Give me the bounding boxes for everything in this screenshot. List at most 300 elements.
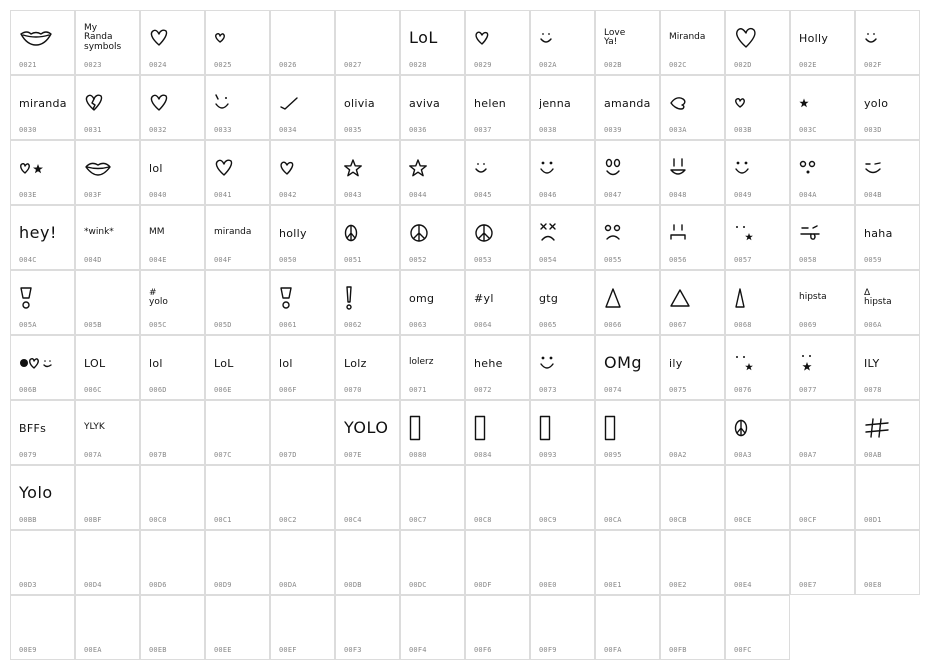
glyph-cell[interactable] — [10, 205, 75, 270]
glyph-cell[interactable] — [75, 530, 140, 595]
glyph-code: 0061 — [279, 321, 297, 329]
glyph-cell[interactable] — [75, 75, 140, 140]
glyph-text — [604, 84, 656, 122]
glyph-cell[interactable] — [725, 465, 790, 530]
glyph-cell[interactable] — [270, 75, 335, 140]
glyph-cell[interactable] — [335, 270, 400, 335]
glyph-label: omg — [409, 291, 435, 305]
glyph-code: 0093 — [539, 451, 557, 459]
glyph-code: 006E — [214, 386, 232, 394]
glyph-code: 0052 — [409, 256, 427, 264]
glyph-cell[interactable] — [400, 205, 465, 270]
glyph-code: 0065 — [539, 321, 557, 329]
glyph-cell[interactable] — [75, 400, 140, 465]
peace-small-icon — [344, 214, 396, 252]
glyph-cell[interactable] — [205, 140, 270, 205]
glyph-label: lol — [279, 356, 293, 370]
glyph-cell[interactable] — [465, 400, 530, 465]
smiley-icon — [734, 149, 786, 187]
glyph-code: 007E — [344, 451, 362, 459]
empty-glyph — [214, 474, 266, 512]
glyph-label: LOL — [84, 356, 106, 370]
glyph-cell[interactable] — [335, 335, 400, 400]
glyph-text — [539, 84, 591, 122]
glyph-code: 00BB — [19, 516, 37, 524]
glyph-cell[interactable] — [855, 400, 920, 465]
glyph-label: OMg — [604, 353, 643, 372]
glyph-code: 0079 — [19, 451, 37, 459]
empty-glyph — [474, 539, 526, 577]
glyph-cell[interactable] — [205, 205, 270, 270]
smiley-small-icon — [864, 19, 916, 57]
glyph-cell[interactable] — [530, 335, 595, 400]
glyph-cell[interactable] — [205, 335, 270, 400]
glyph-code: 00D3 — [19, 581, 37, 589]
glyph-code: 0064 — [474, 321, 492, 329]
glyph-cell[interactable] — [790, 530, 855, 595]
empty-glyph — [539, 604, 591, 642]
glyph-label: *wink* — [84, 227, 114, 238]
empty-glyph — [734, 539, 786, 577]
glyph-code: 0046 — [539, 191, 557, 199]
glyph-cell[interactable] — [335, 595, 400, 660]
glyph-text — [149, 149, 201, 187]
glyph-cell[interactable] — [595, 270, 660, 335]
empty-glyph — [539, 539, 591, 577]
glyph-cell[interactable] — [725, 140, 790, 205]
glyph-cell[interactable] — [660, 595, 725, 660]
glyph-code: 00C9 — [539, 516, 557, 524]
glyph-text — [344, 84, 396, 122]
glyph-cell[interactable] — [140, 205, 205, 270]
glyph-cell[interactable] — [790, 465, 855, 530]
empty-glyph — [864, 539, 916, 577]
empty-glyph — [864, 474, 916, 512]
glyph-cell[interactable] — [855, 205, 920, 270]
glyph-cell[interactable] — [335, 10, 400, 75]
glyph-cell[interactable] — [400, 595, 465, 660]
glyph-code: 00E2 — [669, 581, 687, 589]
glyph-cell[interactable] — [335, 400, 400, 465]
glyph-cell[interactable] — [790, 75, 855, 140]
glyph-cell[interactable] — [465, 335, 530, 400]
glyph-cell[interactable] — [790, 10, 855, 75]
check-icon — [279, 84, 331, 122]
glyph-cell[interactable] — [660, 140, 725, 205]
glyph-cell[interactable] — [725, 595, 790, 660]
glyph-cell[interactable] — [855, 140, 920, 205]
smiley-small-icon — [474, 149, 526, 187]
glyph-cell[interactable] — [140, 335, 205, 400]
glyph-cell[interactable] — [790, 400, 855, 465]
glyph-code: 005A — [19, 321, 37, 329]
glyph-cell[interactable] — [595, 595, 660, 660]
glyph-cell[interactable] — [855, 335, 920, 400]
glyph-cell[interactable] — [10, 530, 75, 595]
empty-glyph — [799, 474, 851, 512]
glyph-text — [864, 279, 916, 317]
glyph-cell[interactable] — [10, 75, 75, 140]
glyph-cell[interactable] — [400, 530, 465, 595]
box-icon — [539, 409, 591, 447]
glyph-cell[interactable] — [75, 205, 140, 270]
glyph-code: 00D9 — [214, 581, 232, 589]
glyph-code: 003E — [19, 191, 37, 199]
heart-broken-icon — [84, 84, 136, 122]
glyph-cell[interactable] — [400, 270, 465, 335]
triangle-wide-icon — [669, 279, 721, 317]
glyph-code: 0023 — [84, 61, 102, 69]
glyph-cell[interactable] — [400, 10, 465, 75]
glyph-text — [84, 19, 136, 57]
glyph-cell[interactable] — [725, 335, 790, 400]
glyph-cell[interactable] — [10, 465, 75, 530]
glyph-cell[interactable] — [270, 140, 335, 205]
glyph-code: 0055 — [604, 256, 622, 264]
glyph-cell[interactable] — [140, 530, 205, 595]
glyph-cell[interactable] — [75, 595, 140, 660]
glyph-cell[interactable] — [465, 595, 530, 660]
glyph-cell[interactable] — [400, 400, 465, 465]
glyph-cell[interactable] — [660, 205, 725, 270]
glyph-cell[interactable] — [10, 400, 75, 465]
empty-glyph — [149, 409, 201, 447]
glyph-cell[interactable] — [660, 335, 725, 400]
glyph-cell[interactable] — [660, 10, 725, 75]
glyph-code: 0024 — [149, 61, 167, 69]
glyph-cell[interactable] — [10, 595, 75, 660]
glyph-cell[interactable] — [725, 205, 790, 270]
glyph-code: 0054 — [539, 256, 557, 264]
glyph-label: # yolo — [149, 287, 168, 307]
glyph-cell[interactable] — [140, 465, 205, 530]
glyph-cell[interactable] — [10, 335, 75, 400]
glyph-code: 0047 — [604, 191, 622, 199]
glyph-code: 00BF — [84, 516, 102, 524]
glyph-cell[interactable] — [465, 140, 530, 205]
glyph-code: 003B — [734, 126, 752, 134]
glyph-cell[interactable] — [205, 465, 270, 530]
glyph-cell[interactable] — [335, 75, 400, 140]
glyph-cell[interactable] — [205, 270, 270, 335]
glyph-cell[interactable] — [400, 75, 465, 140]
glyph-cell[interactable] — [855, 10, 920, 75]
glyph-cell[interactable] — [530, 595, 595, 660]
empty-glyph — [279, 409, 331, 447]
glyph-label: lol — [149, 356, 163, 370]
glyph-code: 005B — [84, 321, 102, 329]
glyph-label: LoL — [214, 356, 234, 370]
glyph-label: Love Ya! — [604, 27, 626, 47]
glyph-cell[interactable] — [270, 205, 335, 270]
glyph-code: 0025 — [214, 61, 232, 69]
glyph-cell[interactable] — [725, 270, 790, 335]
heart-big-icon — [734, 19, 786, 57]
glyph-label: hipsta — [799, 292, 827, 303]
glyph-cell[interactable] — [140, 270, 205, 335]
glyph-text — [344, 344, 396, 382]
glyph-label: Lolz — [344, 356, 367, 370]
glyph-label: lol — [149, 161, 163, 175]
glyph-text — [149, 214, 201, 252]
empty-glyph — [409, 474, 461, 512]
glyph-code: 00FC — [734, 646, 752, 654]
glyph-code: 0051 — [344, 256, 362, 264]
glyph-cell[interactable] — [270, 270, 335, 335]
glyph-cell[interactable] — [595, 400, 660, 465]
glyph-code: 007B — [149, 451, 167, 459]
glyph-cell[interactable] — [205, 10, 270, 75]
glyph-cell[interactable] — [270, 335, 335, 400]
glyph-text — [669, 19, 721, 57]
glyph-cell[interactable] — [205, 400, 270, 465]
glyph-code: 0029 — [474, 61, 492, 69]
glyph-cell[interactable] — [75, 465, 140, 530]
glyph-cell[interactable] — [660, 270, 725, 335]
glyph-code: 002B — [604, 61, 622, 69]
glyph-cell[interactable] — [595, 205, 660, 270]
glyph-cell[interactable] — [270, 465, 335, 530]
glyph-cell[interactable] — [205, 595, 270, 660]
box-icon — [604, 409, 656, 447]
glyph-cell[interactable] — [790, 270, 855, 335]
glyph-cell[interactable] — [660, 400, 725, 465]
glyph-cell[interactable] — [530, 205, 595, 270]
glyph-code: 0026 — [279, 61, 297, 69]
glyph-cell[interactable] — [10, 10, 75, 75]
glyph-cell[interactable] — [335, 530, 400, 595]
glyph-text — [149, 279, 201, 317]
glyph-cell[interactable] — [725, 75, 790, 140]
glyph-cell[interactable] — [595, 465, 660, 530]
glyph-code: 00A2 — [669, 451, 687, 459]
glyph-cell[interactable] — [465, 75, 530, 140]
glyph-cell[interactable] — [530, 75, 595, 140]
glyph-code: 0072 — [474, 386, 492, 394]
glyph-code: 003D — [864, 126, 882, 134]
glyph-cell[interactable] — [465, 270, 530, 335]
smiley-big-eyes-icon — [604, 149, 656, 187]
glyph-cell[interactable] — [270, 530, 335, 595]
heart-medium-icon — [279, 149, 331, 187]
empty-glyph — [19, 604, 71, 642]
empty-glyph — [214, 604, 266, 642]
heart-medium-icon — [474, 19, 526, 57]
glyph-code: 0032 — [149, 126, 167, 134]
star-outline-icon — [409, 149, 461, 187]
glyph-cell[interactable] — [465, 465, 530, 530]
glyph-code: 00E7 — [799, 581, 817, 589]
glyph-cell[interactable] — [10, 270, 75, 335]
glyph-text — [604, 344, 656, 382]
glyph-code: 0075 — [669, 386, 687, 394]
empty-glyph — [734, 604, 786, 642]
glyph-cell[interactable] — [660, 530, 725, 595]
glyph-code: 0038 — [539, 126, 557, 134]
glyph-cell[interactable] — [790, 335, 855, 400]
glyph-cell[interactable] — [205, 75, 270, 140]
glyph-cell[interactable] — [855, 270, 920, 335]
glyph-cell[interactable] — [855, 530, 920, 595]
glyph-cell[interactable] — [790, 205, 855, 270]
glyph-cell[interactable] — [595, 335, 660, 400]
glyph-code: 007A — [84, 451, 102, 459]
glyph-code: 0033 — [214, 126, 232, 134]
glyph-code: 006C — [84, 386, 102, 394]
glyph-code: 00C2 — [279, 516, 297, 524]
glyph-cell[interactable] — [270, 10, 335, 75]
glyph-code: 00D1 — [864, 516, 882, 524]
glyph-label: Miranda — [669, 32, 706, 43]
glyph-code: 0028 — [409, 61, 427, 69]
glyph-cell[interactable] — [595, 140, 660, 205]
glyph-cell[interactable] — [530, 400, 595, 465]
glyph-cell[interactable] — [10, 140, 75, 205]
glyph-code: 0031 — [84, 126, 102, 134]
peace-icon — [409, 214, 461, 252]
glyph-cell[interactable] — [595, 10, 660, 75]
glyph-cell[interactable] — [725, 400, 790, 465]
glyph-cell[interactable] — [335, 140, 400, 205]
empty-glyph — [799, 539, 851, 577]
empty-glyph — [604, 539, 656, 577]
wink-icon — [214, 84, 266, 122]
glyph-code: 00DA — [279, 581, 297, 589]
glyph-code: 0042 — [279, 191, 297, 199]
empty-glyph — [669, 604, 721, 642]
glyph-text — [19, 214, 71, 252]
glyph-cell[interactable] — [335, 465, 400, 530]
smiley-tall-icon — [669, 149, 721, 187]
glyph-code: 002A — [539, 61, 557, 69]
glyph-text — [84, 344, 136, 382]
glyph-cell[interactable] — [725, 530, 790, 595]
glyph-code: 00A7 — [799, 451, 817, 459]
glyph-label: #yl — [474, 291, 494, 305]
glyph-cell[interactable] — [140, 140, 205, 205]
glyph-text — [19, 409, 71, 447]
glyph-code: 0021 — [19, 61, 37, 69]
glyph-code: 0037 — [474, 126, 492, 134]
glyph-label: MM — [149, 227, 165, 238]
exclaim-box-icon — [279, 279, 331, 317]
glyph-cell[interactable] — [855, 75, 920, 140]
glyph-code: 006B — [19, 386, 37, 394]
glyph-cell[interactable] — [400, 465, 465, 530]
glyph-cell[interactable] — [270, 595, 335, 660]
glyph-cell[interactable] — [660, 75, 725, 140]
glyph-cell[interactable] — [75, 335, 140, 400]
heart-star-icon — [19, 149, 71, 187]
glyph-cell[interactable] — [595, 75, 660, 140]
empty-glyph — [84, 604, 136, 642]
glyph-cell[interactable] — [465, 205, 530, 270]
glyph-cell[interactable] — [595, 530, 660, 595]
glyph-text — [409, 279, 461, 317]
glyph-cell[interactable] — [140, 75, 205, 140]
glyph-code: 006D — [149, 386, 167, 394]
empty-glyph — [19, 539, 71, 577]
glyph-cell[interactable] — [335, 205, 400, 270]
glyph-cell[interactable] — [790, 140, 855, 205]
glyph-cell[interactable] — [140, 400, 205, 465]
glyph-code: 00CB — [669, 516, 687, 524]
smiley-icon — [539, 344, 591, 382]
glyph-cell[interactable] — [75, 270, 140, 335]
glyph-cell[interactable] — [530, 10, 595, 75]
glyph-code: 004A — [799, 191, 817, 199]
glyph-code: 002F — [864, 61, 882, 69]
glyph-code: 004D — [84, 256, 102, 264]
glyph-cell[interactable] — [140, 10, 205, 75]
glyph-cell[interactable] — [530, 140, 595, 205]
glyph-code: 0035 — [344, 126, 362, 134]
glyph-cell[interactable] — [725, 10, 790, 75]
glyph-label: LoL — [409, 28, 438, 47]
glyph-cell[interactable] — [465, 530, 530, 595]
glyph-cell[interactable] — [400, 140, 465, 205]
glyph-cell[interactable] — [75, 10, 140, 75]
glyph-code: 0036 — [409, 126, 427, 134]
glyph-cell[interactable] — [400, 335, 465, 400]
glyph-cell[interactable] — [140, 595, 205, 660]
glyph-cell[interactable] — [530, 270, 595, 335]
exclaim-box-icon — [19, 279, 71, 317]
glyph-text — [474, 279, 526, 317]
glyph-text — [19, 474, 71, 512]
glyph-code: 00DC — [409, 581, 427, 589]
glyph-cell[interactable] — [855, 465, 920, 530]
glyph-cell[interactable] — [270, 400, 335, 465]
glyph-cell[interactable] — [75, 140, 140, 205]
glyph-text — [19, 84, 71, 122]
glyph-code: 0050 — [279, 256, 297, 264]
lips-filled-icon — [84, 149, 136, 187]
glyph-text — [409, 84, 461, 122]
glyph-text — [864, 84, 916, 122]
glyph-code: 00EA — [84, 646, 102, 654]
glyph-text — [344, 409, 396, 447]
face-sad-icon — [604, 214, 656, 252]
empty-glyph — [214, 409, 266, 447]
glyph-code: 0069 — [799, 321, 817, 329]
peace-icon — [474, 214, 526, 252]
glyph-cell[interactable] — [530, 530, 595, 595]
glyph-cell[interactable] — [205, 530, 270, 595]
glyph-code: 0040 — [149, 191, 167, 199]
glyph-cell[interactable] — [660, 465, 725, 530]
glyph-code: 006A — [864, 321, 882, 329]
glyph-cell[interactable] — [465, 10, 530, 75]
glyph-label: My Randa symbols — [84, 22, 122, 52]
dots-star-icon — [734, 344, 786, 382]
glyph-code: 00CE — [734, 516, 752, 524]
glyph-grid — [10, 10, 920, 660]
glyph-code: 0080 — [409, 451, 427, 459]
glyph-code: 005D — [214, 321, 232, 329]
glyph-code: 0077 — [799, 386, 817, 394]
glyph-code: 003A — [669, 126, 687, 134]
glyph-code: 004C — [19, 256, 37, 264]
glyph-code: 003F — [84, 191, 102, 199]
glyph-cell[interactable] — [530, 465, 595, 530]
glyph-text — [604, 19, 656, 57]
glyph-code: 00EE — [214, 646, 232, 654]
dots-star-icon — [734, 214, 786, 252]
heart-small-icon — [214, 19, 266, 57]
glyph-code: 0045 — [474, 191, 492, 199]
glyph-code: 0041 — [214, 191, 232, 199]
